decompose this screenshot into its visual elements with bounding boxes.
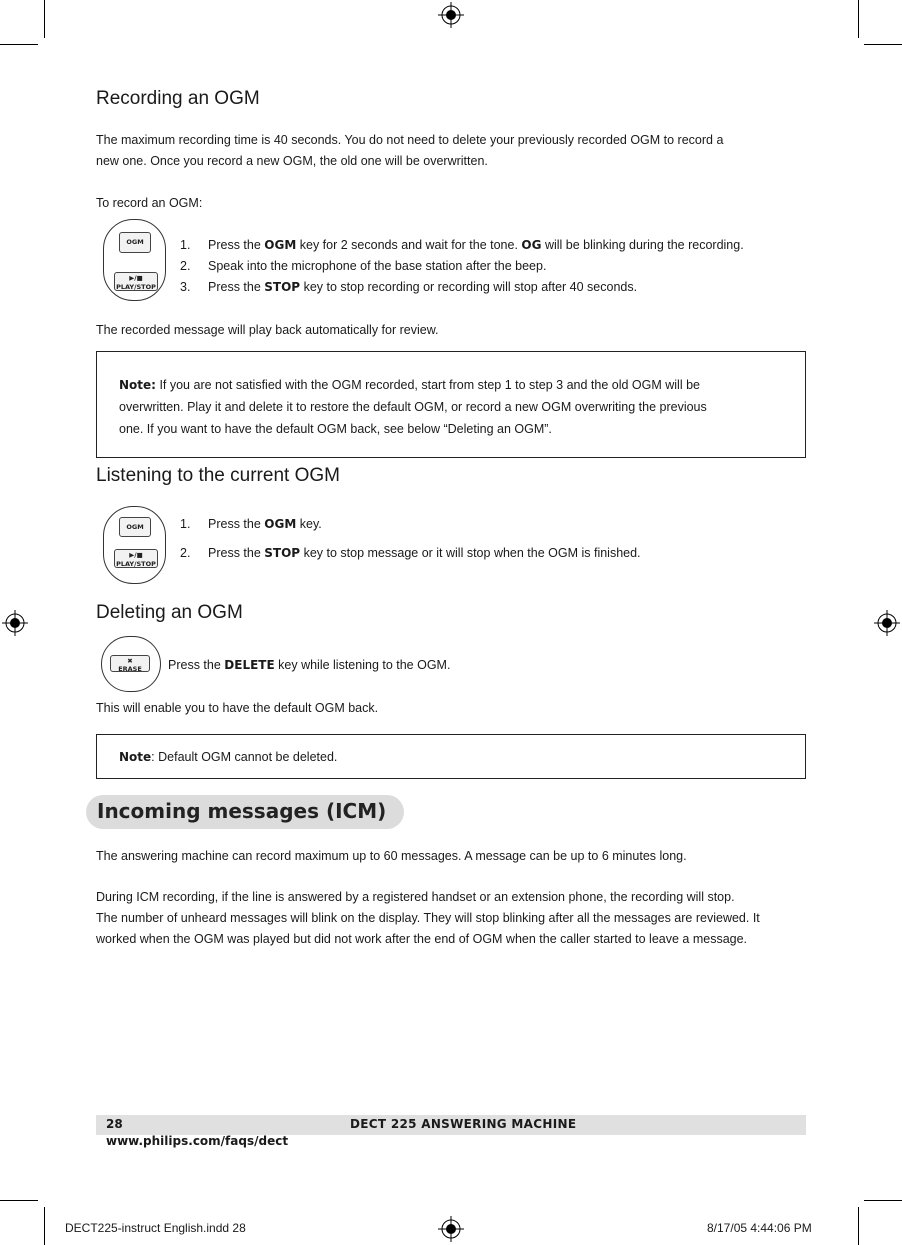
play-stop-key-icon	[114, 272, 158, 291]
crop-mark	[864, 44, 902, 45]
step-number: 1.	[180, 517, 191, 531]
registration-mark-icon	[438, 2, 464, 28]
note-label: Note:	[119, 378, 156, 392]
page-number: 28	[106, 1117, 123, 1131]
ogm-key-label: OGM	[126, 523, 144, 531]
note-line: Note: If you are not satisfied with the OGM recorded, start from step 1 to step 3 and the old OGM will be	[119, 378, 700, 392]
playback-text: The recorded message will play back automatically for review.	[96, 323, 439, 337]
list-item	[180, 546, 641, 560]
step-text: Press the OGM key for 2 seconds and wait for the tone. OG will be blinking during the recording.	[208, 238, 744, 252]
step-text: Press the STOP key to stop message or it will stop when the OGM is finished.	[208, 546, 641, 560]
section-title-recording: Recording an OGM	[96, 88, 260, 109]
play-stop-symbol: ▶/■	[129, 551, 143, 559]
erase-key-illustration	[101, 636, 161, 692]
registration-mark-icon	[874, 610, 900, 636]
note-label: Note	[119, 750, 152, 764]
list-item	[180, 238, 744, 252]
footer-url: www.philips.com/faqs/dect	[106, 1134, 289, 1148]
list-item	[180, 517, 322, 531]
crop-mark	[864, 1200, 902, 1201]
list-item	[180, 259, 546, 273]
base-station-keys-illustration	[103, 506, 166, 584]
note-box	[96, 351, 806, 458]
delete-instruction: Press the DELETE key while listening to the OGM.	[168, 658, 451, 672]
crop-mark	[0, 44, 38, 45]
ogm-key-icon	[119, 517, 151, 537]
erase-symbol: ✖	[127, 657, 133, 665]
crop-mark	[44, 1207, 45, 1245]
slug-file: DECT225-instruct English.indd 28	[65, 1221, 246, 1235]
play-stop-key-icon	[114, 549, 158, 568]
crop-mark	[44, 0, 45, 38]
footer-title: DECT 225 ANSWERING MACHINE	[350, 1117, 577, 1131]
play-stop-label: PLAY/STOP	[116, 283, 156, 291]
step-number: 1.	[180, 238, 191, 252]
crop-mark	[858, 0, 859, 38]
section-title-incoming: Incoming messages (ICM)	[97, 799, 387, 823]
crop-mark	[858, 1207, 859, 1245]
ogm-key-label: OGM	[126, 238, 144, 246]
erase-label: ERASE	[118, 665, 142, 673]
enable-text: This will enable you to have the default OGM back.	[96, 701, 379, 715]
crop-mark	[0, 1200, 38, 1201]
step-text: Press the STOP key to stop recording or recording will stop after 40 seconds.	[208, 280, 638, 294]
intro-text	[96, 130, 816, 172]
list-item	[180, 280, 637, 294]
step-text: Press the OGM key.	[208, 517, 322, 531]
icm-capacity-text: The answering machine can record maximum up to 60 messages. A message can be up to 6 minutes long.	[96, 849, 687, 863]
erase-key-icon	[110, 655, 150, 672]
intro-line: The maximum recording time is 40 seconds. You do not need to delete your previously recorded OGM to record a	[96, 133, 724, 147]
play-stop-label: PLAY/STOP	[116, 560, 156, 568]
icm-details-text: During ICM recording, if the line is answered by a registered handset or an extension phone, the recording will stop. The number of unheard messages will blink on the display. They will stop blinking after all the messages are reviewed. It worked when the OGM was played but did not work after the end of OGM when the caller started to leave a message.	[96, 890, 760, 946]
base-station-keys-illustration	[103, 219, 166, 301]
note-line: Note: Default OGM cannot be deleted.	[119, 750, 338, 764]
intro-line: new one. Once you record a new OGM, the old one will be overwritten.	[96, 154, 488, 168]
registration-mark-icon	[438, 1216, 464, 1242]
step-number: 2.	[180, 546, 191, 560]
registration-mark-icon	[2, 610, 28, 636]
note-box	[96, 734, 806, 779]
slug-date: 8/17/05 4:44:06 PM	[707, 1221, 812, 1235]
section-title-deleting: Deleting an OGM	[96, 602, 243, 623]
section-title-listening: Listening to the current OGM	[96, 465, 340, 486]
note-line: one. If you want to have the default OGM back, see below “Deleting an OGM”.	[119, 422, 552, 436]
to-record-label: To record an OGM:	[96, 196, 203, 210]
ogm-key-icon	[119, 232, 151, 253]
step-number: 2.	[180, 259, 191, 273]
step-text: Speak into the microphone of the base station after the beep.	[208, 259, 547, 273]
step-number: 3.	[180, 280, 191, 294]
note-line: overwritten. Play it and delete it to restore the default OGM, or record a new OGM overwriting the previous	[119, 400, 707, 414]
play-stop-symbol: ▶/■	[129, 274, 143, 282]
